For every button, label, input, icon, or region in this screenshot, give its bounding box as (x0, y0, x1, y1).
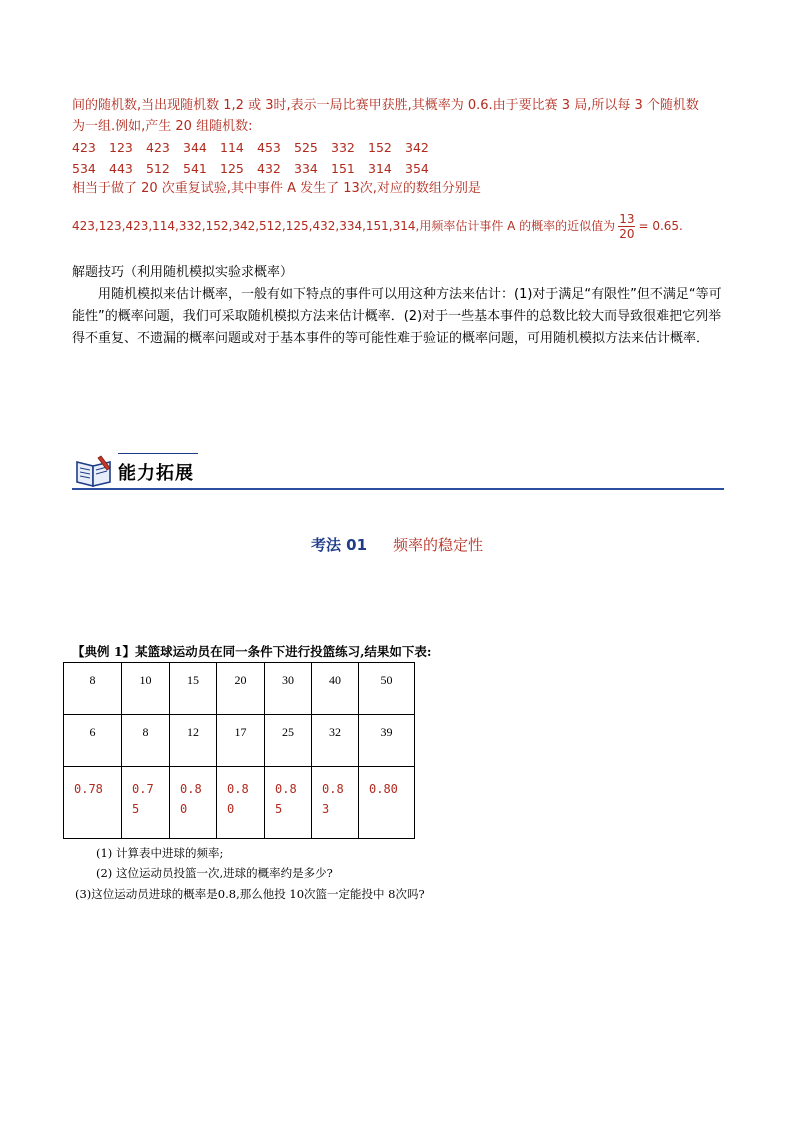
question-2: (2) 这位运动员投篮一次,进球的概率约是多少? (96, 866, 333, 880)
random-numbers-row-1: 423 123 423 344 114 453 525 332 152 342 (72, 140, 429, 155)
question-3: (3)这位运动员进球的概率是0.8,那么他投 10次篮一定能投中 8次吗? (75, 887, 425, 901)
solution-tip (72, 262, 724, 350)
question-1: (1) 计算表中进球的频率; (96, 846, 224, 860)
table-row: 0.78 0.7 5 0.8 0 0.8 0 0.8 5 0.8 3 0.80 (64, 767, 415, 839)
fraction: $\frac{13}{20}$ (619, 212, 635, 241)
example-statement: 【典例 1】某篮球运动员在同一条件下进行投篮练习,结果如下表: (72, 644, 432, 659)
book-icon (74, 454, 114, 488)
tip-body: 用随机模拟来估计概率，一般有如下特点的事件可以用这种方法来估计：(1)对于满足“有限性”但不满足“等可能性”的概率问题，我们可采取随机模拟方法来估计概率．(2)对于一些基本事件的总数比较大而导致很难把它列举得不重复、不遗漏的概率问题或对于基本事件的等可能性难于验证的概率问题，可用随机模拟方法来估计概率． (72, 287, 722, 346)
method-title: 频率的稳定性 (393, 536, 484, 554)
intro-line-3: 相当于做了 20 次重复试验,其中事件 A 发生了 13次,对应的数组分别是 (72, 181, 481, 196)
section-header (72, 448, 724, 492)
random-numbers-row-2: 534 443 512 541 125 432 334 151 314 354 (72, 161, 429, 176)
tip-title: 解题技巧（利用随机模拟实验求概率） (72, 265, 294, 280)
method-heading (0, 534, 794, 555)
table-row: 8 10 15 20 30 40 50 (64, 663, 415, 715)
table-row: 6 8 12 17 25 32 39 (64, 715, 415, 767)
intro-line-4: 423,123,423,114,332,152,342,512,125,432,334,151,314,用频率估计事件 A 的概率的近似值为 $\frac{13}{20}$ = 0.65. (72, 212, 683, 241)
intro-line-1: 间的随机数,当出现随机数 1,2 或 3时,表示一局比赛甲获胜,其概率为 0.6.由于要比赛 3 局,所以每 3 个随机数 (72, 98, 699, 113)
section-title: 能力拓展 (118, 463, 194, 484)
method-label: 考法 01 (310, 536, 368, 554)
intro-line-2: 为一组.例如,产生 20 组随机数: (72, 119, 253, 134)
shooting-table (63, 662, 415, 839)
